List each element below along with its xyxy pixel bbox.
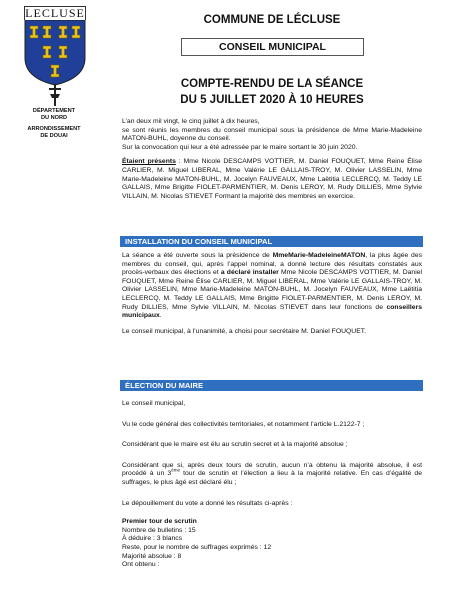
ordinal-suffix: ème: [171, 468, 180, 474]
arrondissement-label: ARRONDISSEMENT DE DOUAI: [27, 126, 81, 139]
president-name: MmeMarie-MadeleineMATON: [272, 252, 366, 259]
conseil-municipal-box: CONSEIL MUNICIPAL: [181, 38, 364, 56]
installation-text-end: .: [159, 312, 162, 320]
installation-declaration: a déclaré installer: [220, 269, 279, 277]
considerant-majorite-paragraph: Considérant que le maire est élu au scrutin secret et à la majorité absolue ;: [122, 441, 348, 449]
commune-title: COMMUNE DE LÉCLUSE: [203, 14, 341, 26]
installation-text-a: La séance a été ouverte sous la présidence de: [122, 252, 273, 259]
installation-paragraph: [122, 252, 422, 321]
considerant-tours-text-b: tour de scrutin et l’élection a lieu à la majorité relative. En cas d’égalité de suffrages, le plus âgé est déclaré élu ;: [122, 470, 422, 486]
section-heading-installation: INSTALLATION DU CONSEIL MUNICIPAL: [120, 236, 423, 247]
presents-label: Étaient présents: [122, 158, 176, 166]
considerant-tours-paragraph: [122, 462, 422, 488]
installation-text-c: , la plus âgée des membres du conseil, qui, après l’appel nominal, a donné lecture des résultats constatés aux procès-verbaux des élections et: [122, 252, 422, 277]
depouillement-paragraph: Le dépouillement du vote a donné les résultats ci-après :: [122, 499, 293, 507]
vu-code-paragraph: Vu le code général des collectivités territoriales, et notamment l’article L.2122-7 ;: [122, 420, 365, 428]
intro-date-line: L’an deux mil vingt, le cinq juillet à dix heures,: [122, 118, 260, 125]
installation-block: [122, 252, 422, 336]
installation-members-list: Mme Nicole DESCAMPS VOTTIER, M. Daniel FOUQUET, Mme Reine Élise CARLIER, M. Miguel LIBERAL, Mme Valérie LE GALLAIS-TROY, M. Olivier LASSELIN, Mme Marie-Madeleine MATON-BUHL, M. Jocelyn FAUVEAUX, Mme Laëtitia LECLERCQ, M. Teddy LE GALLAIS, Mme Brigitte FIOLET-PARMENTIER, M. Denis LEROY, M. Rudy DILLIES, Mme Sylvie VILLAIN, M. Nicolas STIEVET dans leur fonctions de: [122, 269, 422, 311]
cross-ornament-icon: [47, 84, 63, 106]
presents-paragraph: [122, 158, 422, 201]
coat-of-arms-shield-icon: [24, 20, 86, 86]
considerant-tours-text-a: Considérant que si, après deux tours de scrutin, aucun n’a obtenu la majorité absolue, il est procédé à un 3: [122, 461, 422, 478]
report-title-line1: COMPTE-RENDU DE LA SÉANCE: [180, 78, 364, 90]
election-block: [122, 400, 422, 570]
report-title-line2: DU 5 JUILLET 2020 À 10 HEURES: [180, 94, 364, 106]
presents-list: : Mme Nicole DESCAMPS VOTTIER, M. Daniel FOUQUET, Mme Reine Élise CARLIER, M. Miguel LIBERAL, Mme Valérie LE GALLAIS-TROY, M. Olivier LASSELIN, Mme Marie-Madeleine MATON-BUHL, M. Jocelyn FAUVEAUX, Mme Laëtitia LECLERCQ, M. Teddy LE GALLAIS, Mme Brigitte FIOLET-PARMENTIER, M. Denis LEROY, M. Rudy DILLIES, Mme Sylvie VILLAIN, M. Nicolas STIEVET Formant la majorité des membres en exercice.: [122, 158, 422, 200]
intro-reunion-line: se sont réunis les membres du conseil municipal sous la présidence de Mme Marie-Madeleine MATON-BUHL, doyenne du conseil.: [122, 126, 422, 143]
suffrages-exprimes-line: Reste, pour le nombre de suffrages exprimés : 12: [122, 543, 272, 551]
intro-convocation-line: Sur la convocation qui leur a été adressée par le maire sortant le 30 juin 2020.: [122, 143, 358, 151]
section-heading-election-maire: ÉLECTION DU MAIRE: [120, 380, 423, 391]
left-sidebar: [6, 6, 102, 140]
a-deduire-line: À déduire : 3 blancs: [122, 535, 183, 543]
secretaire-paragraph: Le conseil municipal, à l’unanimité, a choisi pour secrétaire M. Daniel FOUQUET.: [122, 327, 367, 335]
premier-tour-title: Premier tour de scrutin: [122, 518, 197, 526]
departement-label: DÉPARTEMENT DU NORD: [32, 108, 76, 121]
conseil-municipal-line: Le conseil municipal,: [122, 400, 186, 407]
intro-block: [122, 118, 422, 201]
coat-of-arms-name: LECLUSE: [25, 6, 85, 20]
nombre-bulletins-line: Nombre de bulletins : 15: [122, 526, 196, 534]
conseillers-municipaux-label: conseillers municipaux: [122, 303, 422, 320]
majorite-absolue-line: Majorité absolue : 8: [122, 552, 182, 560]
ont-obtenu-line: Ont obtenu :: [122, 561, 160, 569]
